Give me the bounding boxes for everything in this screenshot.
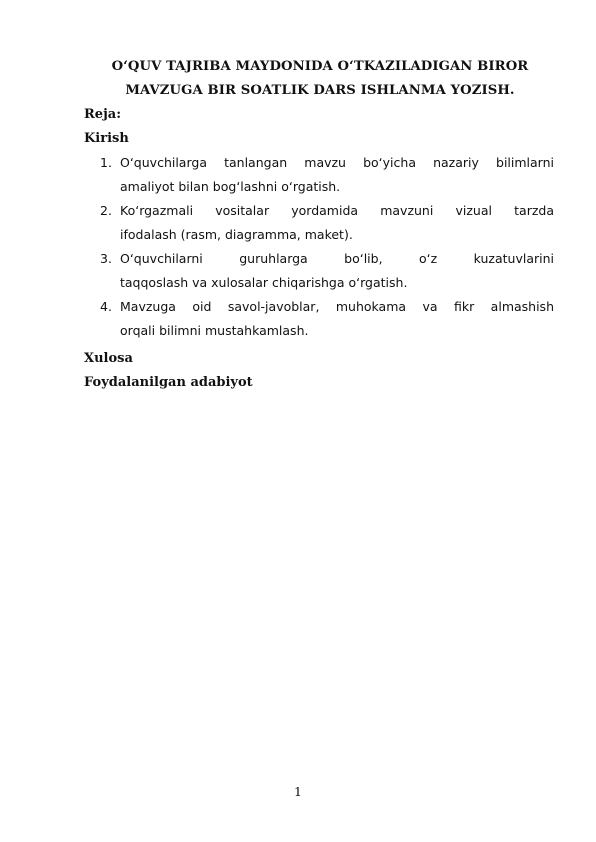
plan-item-text-line-2: orqali bilimni mustahkamlash. [120,323,309,338]
page-number: 1 [294,784,302,799]
plan-item-number: 4. [100,299,112,314]
plan-item-number: 1. [100,155,112,170]
plan-item-text-line-2: amaliyot bilan bog‘lashni o‘rgatish. [120,179,341,194]
plan-item-2 [84,199,554,247]
plan-item-text-line-1: Ko‘rgazmali vositalar yordamida mavzuni vizual tarzda [120,203,554,218]
plan-item-number: 2. [100,203,112,218]
introduction-heading: Kirish [84,131,129,146]
plan-item-text-line-2: taqqoslash va xulosalar chiqarishga o‘rgatish. [120,275,408,290]
plan-heading: Reja: [84,107,122,122]
conclusion-heading: Xulosa [84,351,133,366]
plan-item-text-line-1: O‘quvchilarga tanlangan mavzu bo‘yicha nazariy bilimlarni [120,155,554,170]
plan-item-text-line-1: Mavzuga oid savol-javoblar, muhokama va fikr almashish [120,299,554,314]
plan-item-text-line-2: ifodalash (rasm, diagramma, maket). [120,227,353,242]
plan-item-1 [84,151,554,199]
plan-item-3 [84,247,554,295]
plan-list [84,151,554,343]
document-title-line-1: O‘QUV TAJRIBA MAYDONIDA O‘TKAZILADIGAN BIROR [111,59,529,74]
plan-item-number: 3. [100,251,112,266]
document-title-line-2: MAVZUGA BIR SOATLIK DARS ISHLANMA YOZISH. [125,83,515,98]
plan-item-4 [84,295,554,343]
references-heading: Foydalanilgan adabiyot [84,375,253,390]
plan-item-text-line-1: O‘quvchilarni guruhlarga bo‘lib, o‘z kuzatuvlarini [120,251,554,266]
